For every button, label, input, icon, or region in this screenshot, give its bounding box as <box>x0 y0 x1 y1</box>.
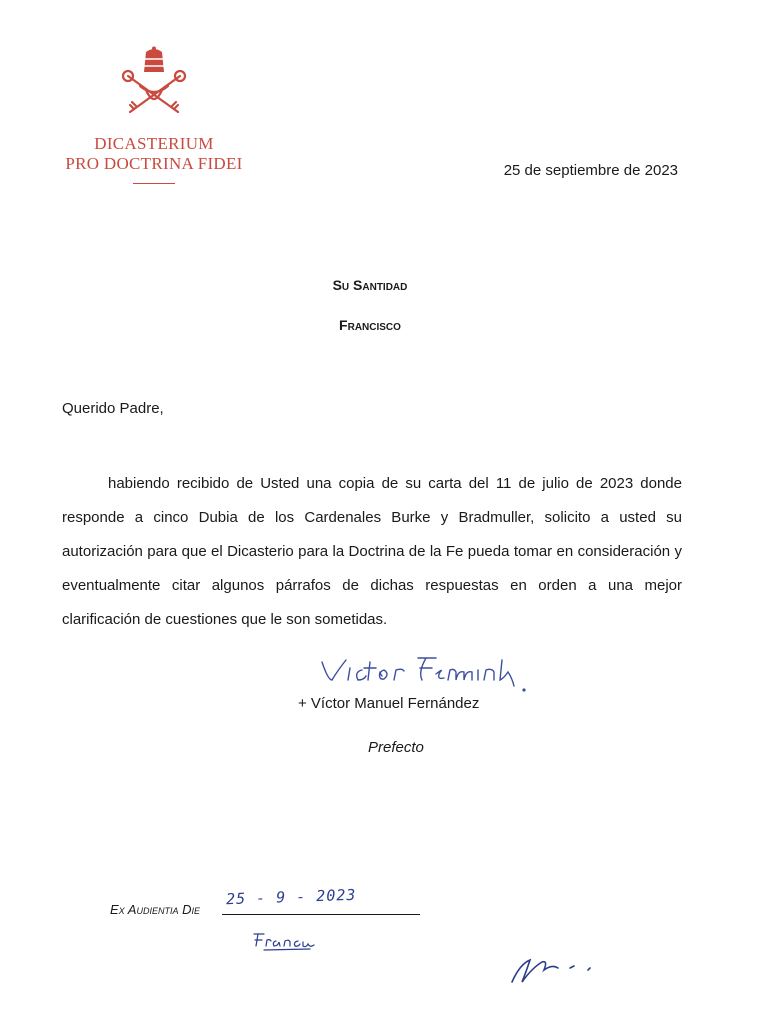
institution-line-2: PRO DOCTRINA FIDEI <box>65 154 243 173</box>
letter-date: 25 de septiembre de 2023 <box>503 162 678 179</box>
audience-label: Ex Audientia Die <box>110 902 200 917</box>
corner-scribble <box>508 948 598 988</box>
papal-keys-tiara-icon <box>118 46 190 116</box>
addressee-title: Su Santidad <box>332 277 408 293</box>
audience-underline <box>222 914 420 915</box>
institution-divider <box>133 183 175 184</box>
letter-body: habiendo recibido de Usted una copia de su carta del 11 de julio de 2023 donde responde a cinco Dubia de los Cardenales Burke y Bradmuller, solicito a usted su autorización para que el Dicasterio para la Doctrina de la Fe pueda tomar en consideración y eventualmente citar algunos párrafos de dichas respuestas en orden a una mejor clarificación de cuestiones que le son sometidas. <box>62 475 682 628</box>
addressee-name: Francisco <box>339 317 401 333</box>
signatory-name: + Víctor Manuel Fernández <box>298 695 480 712</box>
handwritten-signature <box>318 650 533 695</box>
papal-signature <box>250 930 320 952</box>
institution-line-1: DICASTERIUM <box>94 134 214 153</box>
institution-name <box>40 134 268 174</box>
signatory-role: Prefecto <box>368 739 424 756</box>
audience-handwritten-date: 25 - 9 - 2023 <box>225 885 357 909</box>
salutation: Querido Padre, <box>62 400 164 417</box>
